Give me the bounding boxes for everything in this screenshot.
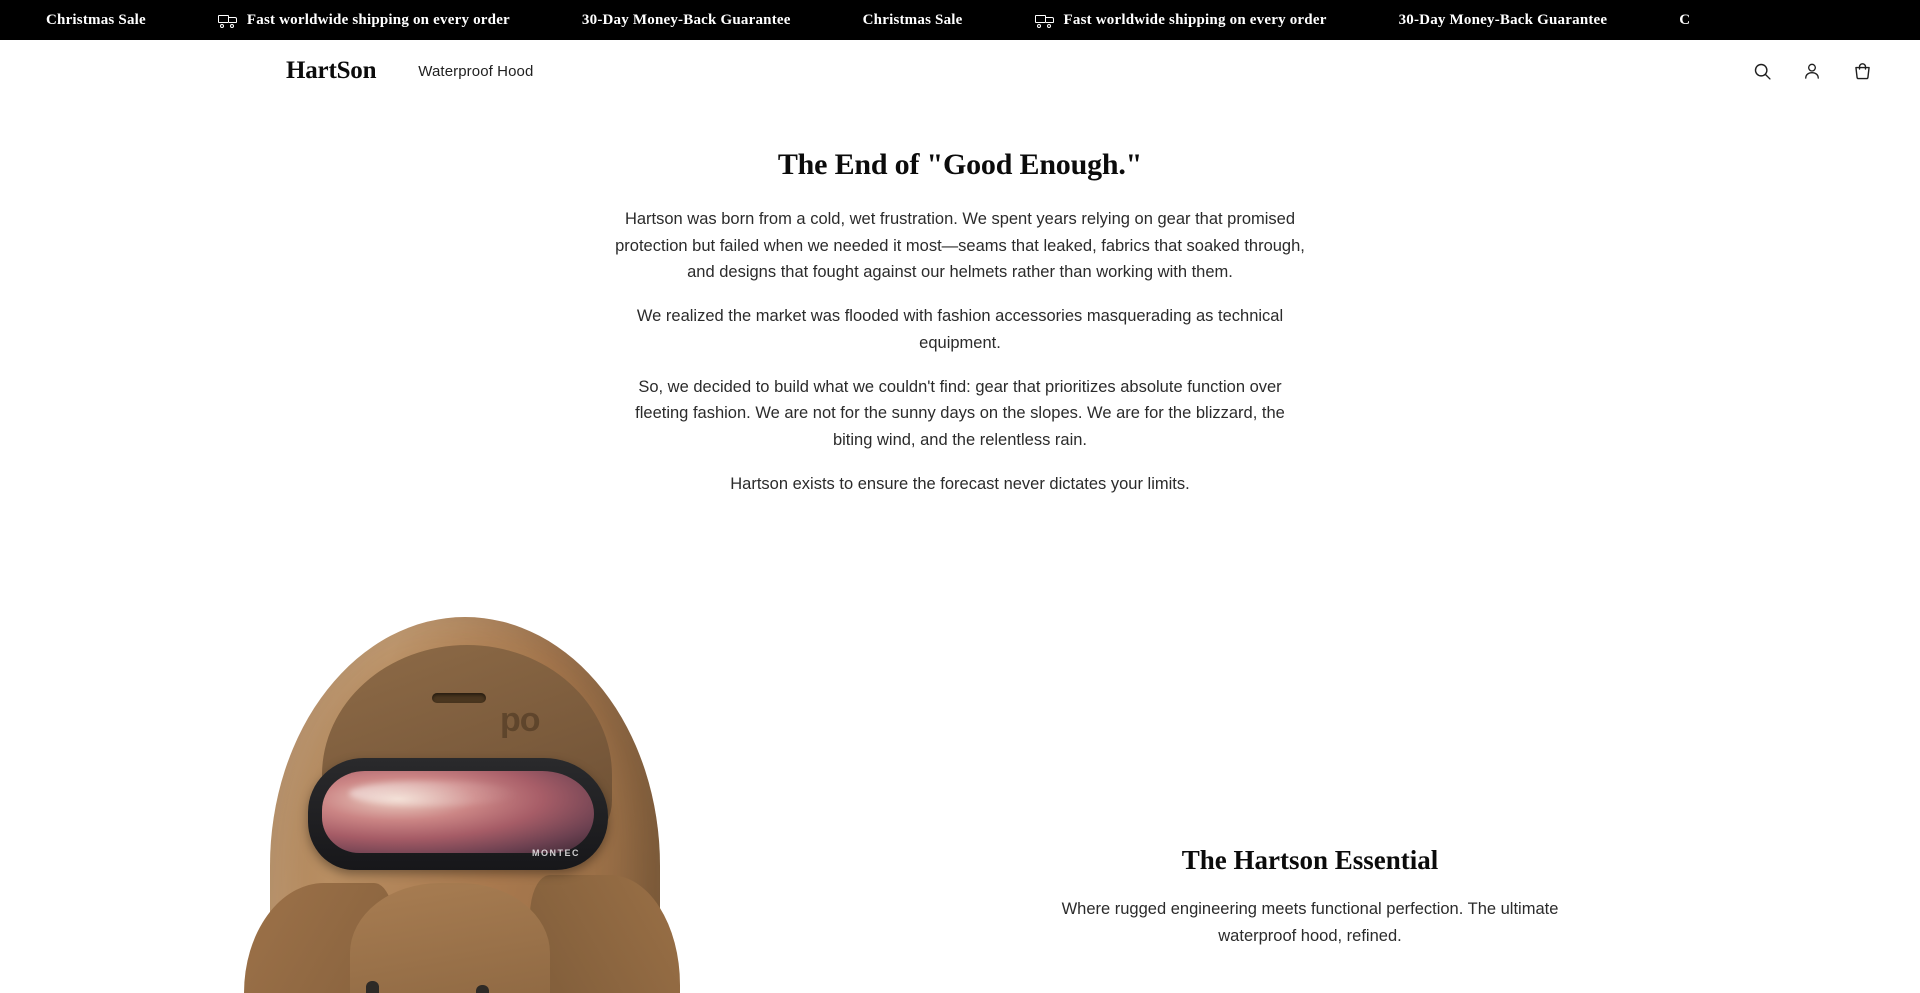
announcement-text: Fast worldwide shipping on every order <box>246 11 510 28</box>
announcement-item <box>1363 12 1644 29</box>
story-paragraph: We realized the market was flooded with fashion accessories masquerading as technical equipment. <box>636 307 1284 352</box>
brand-story-section <box>0 102 1920 497</box>
announcement-item <box>546 12 827 29</box>
announcement-text: 30-Day Money-Back Guarantee <box>1398 11 1608 28</box>
announcement-item <box>827 12 999 29</box>
announcement-item <box>0 12 182 29</box>
feature-description: Where rugged engineering meets functional perfection. The ultimate waterproof hood, refined. <box>1061 900 1559 945</box>
announcement-bar <box>0 0 1920 40</box>
truck-icon <box>218 14 238 27</box>
announcement-text: C <box>1679 11 1691 28</box>
brand-story-body <box>615 206 1305 497</box>
nav-item-waterproof-hood[interactable]: Waterproof Hood <box>418 62 534 80</box>
helmet-logo: po <box>500 701 540 740</box>
main-navigation <box>418 63 533 80</box>
story-paragraph: So, we decided to build what we couldn't find: gear that prioritizes absolute function over fleeting fashion. We are not for the sunny days on the slopes. We are for the blizzard, the biting wind, and the relentless rain. <box>635 377 1285 450</box>
account-icon[interactable] <box>1800 59 1824 83</box>
announcement-item <box>1643 12 1726 29</box>
brand-logo[interactable]: HartSon <box>286 57 377 84</box>
announcement-item <box>999 12 1363 29</box>
feature-image <box>0 583 960 993</box>
hood-cinch-right <box>476 985 489 993</box>
helmet-vent <box>432 693 486 703</box>
story-paragraph: Hartson was born from a cold, wet frustration. We spent years relying on gear that promised protection but failed when we needed it most—seams that leaked, fabrics that soaked through, and designs that fought against our helmets rather than working with them. <box>615 210 1305 282</box>
announcement-text: Christmas Sale <box>862 11 963 28</box>
hood-cinch-left <box>366 981 379 993</box>
story-paragraph: Hartson exists to ensure the forecast never dictates your limits. <box>730 474 1190 493</box>
search-icon[interactable] <box>1750 59 1774 83</box>
cart-icon[interactable] <box>1850 59 1874 83</box>
page-title: The End of "Good Enough." <box>777 148 1143 181</box>
site-header <box>0 40 1920 102</box>
announcement-track <box>0 12 1920 29</box>
announcement-item <box>182 12 546 29</box>
truck-icon <box>1035 14 1055 27</box>
feature-section <box>0 583 1920 993</box>
announcement-text: 30-Day Money-Back Guarantee <box>581 11 791 28</box>
goggles-lens <box>322 771 594 853</box>
feature-title: The Hartson Essential <box>1181 845 1439 876</box>
hood-illustration <box>200 583 760 993</box>
announcement-text: Christmas Sale <box>46 11 146 28</box>
announcement-text: Fast worldwide shipping on every order <box>1063 11 1327 28</box>
hood-chin-panel <box>350 883 550 993</box>
ski-goggles <box>308 758 608 870</box>
header-actions <box>1750 59 1874 83</box>
goggles-brand-label: MONTEC <box>532 848 580 859</box>
feature-text-block <box>1030 583 1590 949</box>
